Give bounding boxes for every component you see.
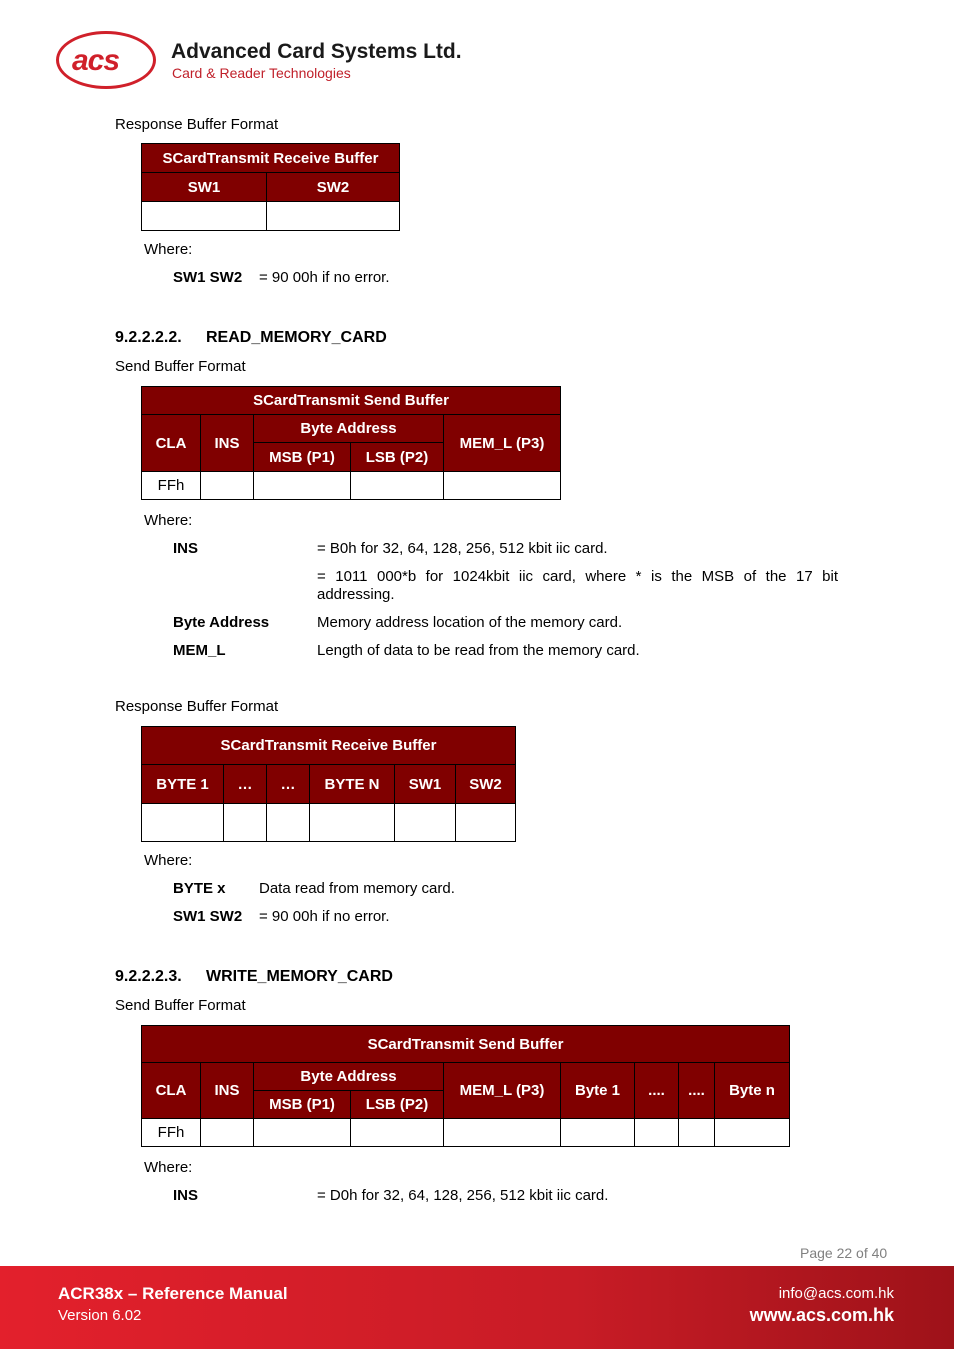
cell xyxy=(456,804,516,842)
cell xyxy=(267,202,400,231)
cell xyxy=(351,1119,444,1147)
cell xyxy=(351,472,444,500)
where-label: Where: xyxy=(144,1159,193,1176)
company-name: Advanced Card Systems Ltd. xyxy=(171,40,462,63)
send-buffer-table-write xyxy=(141,1025,790,1147)
col-cla: CLA xyxy=(142,415,201,472)
def-term: BYTE x xyxy=(173,880,226,897)
cell xyxy=(444,472,561,500)
cell xyxy=(254,472,351,500)
col-cla: CLA xyxy=(142,1063,201,1119)
receive-buffer-table-read xyxy=(141,726,516,842)
col-byte-address: Byte Address xyxy=(254,1063,444,1091)
col-lsb: LSB (P2) xyxy=(351,1091,444,1119)
def-text: Memory address location of the memory card. xyxy=(317,614,623,631)
def-text: Data read from memory card. xyxy=(259,880,455,897)
cell xyxy=(715,1119,790,1147)
where-label: Where: xyxy=(144,241,193,258)
col-ins: INS xyxy=(201,1063,254,1119)
table-title: SCardTransmit Receive Buffer xyxy=(142,144,400,173)
table-title: SCardTransmit Send Buffer xyxy=(142,387,561,415)
cell xyxy=(444,1119,561,1147)
where-label: Where: xyxy=(144,512,193,529)
def-text: = 1011 000*b for 1024kbit iic card, where * is the MSB of the 17 bit addressing. xyxy=(317,568,838,603)
send-buffer-table-read xyxy=(141,386,561,500)
cell xyxy=(679,1119,715,1147)
col-mem-l: MEM_L (P3) xyxy=(444,1063,561,1119)
cell xyxy=(267,804,310,842)
def-text: = B0h for 32, 64, 128, 256, 512 kbit iic card. xyxy=(317,540,608,557)
page-number: Page 22 of 40 xyxy=(800,1245,888,1261)
send-buffer-label: Send Buffer Format xyxy=(115,997,246,1014)
table-title: SCardTransmit Send Buffer xyxy=(142,1026,790,1063)
col-sw1: SW1 xyxy=(142,173,267,202)
def-term: MEM_L xyxy=(173,642,226,659)
cell xyxy=(224,804,267,842)
cell xyxy=(395,804,456,842)
cell xyxy=(142,804,224,842)
cell xyxy=(254,1119,351,1147)
company-tagline: Card & Reader Technologies xyxy=(172,65,351,81)
cell xyxy=(635,1119,679,1147)
def-term: SW1 SW2 xyxy=(173,908,243,925)
col-byte-address: Byte Address xyxy=(254,415,444,443)
col-byte-1: BYTE 1 xyxy=(142,765,224,804)
def-text: = 90 00h if no error. xyxy=(259,908,390,925)
col-lsb: LSB (P2) xyxy=(351,443,444,472)
logo-text: acs xyxy=(72,44,120,77)
col-sw2: SW2 xyxy=(456,765,516,804)
receive-buffer-table-1 xyxy=(141,143,400,231)
col-byte-1: Byte 1 xyxy=(561,1063,635,1119)
footer-bar xyxy=(0,1266,954,1349)
col-byte-n: BYTE N xyxy=(310,765,395,804)
cell xyxy=(142,202,267,231)
table-title: SCardTransmit Receive Buffer xyxy=(142,727,516,765)
def-text: = D0h for 32, 64, 128, 256, 512 kbit iic card. xyxy=(317,1187,609,1204)
col-sw1: SW1 xyxy=(395,765,456,804)
footer-version: Version 6.02 xyxy=(58,1307,142,1324)
col-ellipsis: … xyxy=(267,765,310,804)
cell xyxy=(201,472,254,500)
col-ellipsis: … xyxy=(224,765,267,804)
cell xyxy=(201,1119,254,1147)
col-sw2: SW2 xyxy=(267,173,400,202)
section-heading-number: 9.2.2.2.2. xyxy=(115,329,182,346)
col-byte-n: Byte n xyxy=(715,1063,790,1119)
cell xyxy=(561,1119,635,1147)
cell-cla: FFh xyxy=(142,1119,201,1147)
def-term: SW1 SW2 xyxy=(173,269,243,286)
send-buffer-label: Send Buffer Format xyxy=(115,358,246,375)
section-heading-title: WRITE_MEMORY_CARD xyxy=(206,968,393,985)
def-term: INS xyxy=(173,1187,199,1204)
cell-cla: FFh xyxy=(142,472,201,500)
where-label: Where: xyxy=(144,852,193,869)
col-dots: .... xyxy=(679,1063,715,1119)
footer-doc-title: ACR38x – Reference Manual xyxy=(58,1284,288,1303)
def-text: = 90 00h if no error. xyxy=(259,269,390,286)
def-term: Byte Address xyxy=(173,614,270,631)
footer-email[interactable]: info@acs.com.hk xyxy=(778,1285,894,1302)
section-heading-number: 9.2.2.2.3. xyxy=(115,968,182,985)
def-text: Length of data to be read from the memory card. xyxy=(317,642,640,659)
col-mem-l: MEM_L (P3) xyxy=(444,415,561,472)
cell xyxy=(310,804,395,842)
response-buffer-label: Response Buffer Format xyxy=(115,698,279,715)
col-msb: MSB (P1) xyxy=(254,1091,351,1119)
def-term: INS xyxy=(173,540,199,557)
col-ins: INS xyxy=(201,415,254,472)
col-dots: .... xyxy=(635,1063,679,1119)
col-msb: MSB (P1) xyxy=(254,443,351,472)
response-buffer-label: Response Buffer Format xyxy=(115,116,279,133)
section-heading-title: READ_MEMORY_CARD xyxy=(206,329,387,346)
footer-website[interactable]: www.acs.com.hk xyxy=(749,1305,894,1325)
